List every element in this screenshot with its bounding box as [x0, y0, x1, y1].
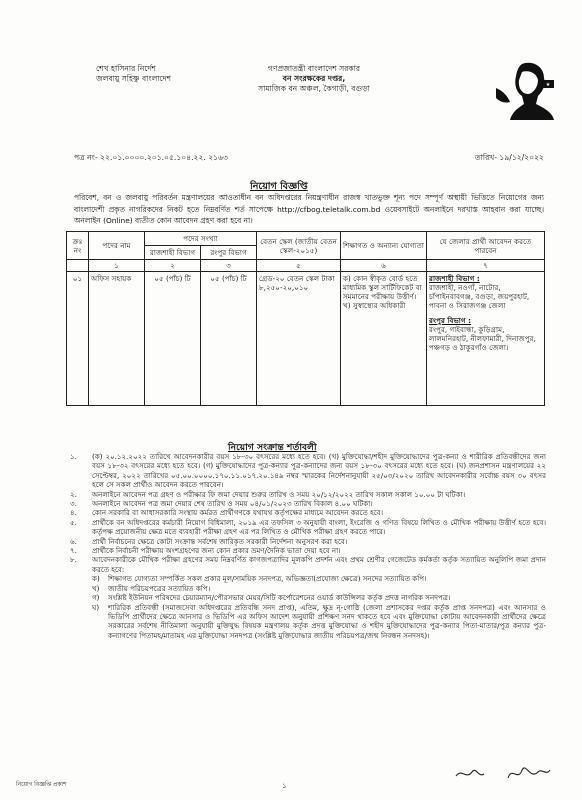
subitem-letter: ক)	[92, 574, 100, 584]
condition-item	[70, 537, 546, 546]
office-name: বন সংরক্ষকের দপ্তর,	[282, 74, 346, 83]
condition-item	[70, 452, 546, 490]
col-number	[67, 260, 89, 272]
subitem-text: জাতীয় পরিচয়পত্রের সত্যায়িত কপি।	[108, 583, 211, 593]
condition-text: প্রার্থী নির্বাচনের ক্ষেত্রে কোটা সংক্রান্ত সর্বশেষ জারিকৃত সরকারী নির্দেশনা অনুসরণ করা হবে।	[92, 536, 348, 546]
table-header-row	[67, 232, 545, 246]
row-qualification	[341, 272, 427, 406]
memo-date: তারিখ- ১৯/১২/২০২২	[475, 153, 544, 162]
condition-number: ৫.	[70, 517, 77, 527]
slogan-block	[96, 64, 216, 84]
slogan-line-2: জলবায়ু সহিষ্ণু বাংলাদেশ	[96, 74, 172, 83]
condition-item	[70, 555, 546, 574]
condition-text: প্রার্থীকে নির্বাচনী পরীক্ষায় অংশগ্রহণের জন্য কোন প্রকার ভ্রমণ/দৈনিক ভাতা দেয়া হবে না।	[92, 546, 341, 556]
header-post-count: পদের সংখ্যা	[145, 232, 257, 246]
rangpur-division-title: রংপুর বিভাগ :	[429, 316, 471, 325]
condition-subitem	[70, 584, 546, 593]
condition-subitem	[70, 603, 546, 641]
condition-text: প্রার্থীকে বন অধিদপ্তরের কর্মচারী নিয়োগ বিধিমালা, ২০১৯ এর তফসিল ৩ অনুযায়ী বাংলা, ইংরেজি ও গণিত বিষয়ে লিখিত ও মৌখিক পরীক্ষায় উত্তীর্ণ হতে হবে। কর্তৃপক্ষ প্রয়োজনীয় ক্ষেত্র মতে ব্যবহারী পরীক্ষা গ্রহণ এর পর লিখিত ও মৌখিক পরীক্ষা গ্রহণ করতে পারে।	[92, 517, 546, 537]
signature-icon	[452, 758, 552, 786]
qualification-a: ক) কোন স্বীকৃত বোর্ড হতে মাধ্যমিক স্কুল সার্টিফিকেট বা সমমানের পরীক্ষায় উত্তীর্ণ।	[343, 274, 422, 301]
subitem-letter: ঘ)	[92, 602, 100, 612]
header-eligible-districts: যে জেলার প্রার্থী আবেদন করতে পারবেন	[427, 232, 545, 260]
rajshahi-division-title: রাজশাহী বিভাগ :	[429, 274, 480, 283]
condition-text: অনলাইনে আবেদন পত্র গ্রহণ ও পরীক্ষার ফি জমা দেয়ার শুরুর তারিখ ও সময় ২০/১২/২০২২ তারিখ সকাল সকাল ১০.০০ টা ঘটিকা।	[92, 489, 466, 499]
memo-number: পত্র নং- ২২.০১.০০০০.২০১.০৫.১০৪.২২. ২১৬৩	[74, 153, 228, 162]
row-post-name: অফিস সহায়ক	[89, 272, 145, 406]
subitem-text: শিক্ষাগত যোগ্যতা সম্পর্কিত সকল প্রকার মূল/সাময়িক সনদপত্র, অভিজ্ঞতা(প্রযোজ্য ক্ষেত্রে) সনদের সত্যায়িত কপি।	[108, 574, 427, 584]
condition-number: ৪.	[70, 508, 77, 518]
footer-note: নিয়োগ বিজ্ঞপ্তি প্রকাশ	[16, 782, 67, 788]
subitem-text: সংশ্লিষ্ট ইউনিয়ন পরিষদের চেয়ারম্যান/পৌরসভার মেয়র/সিটি কর্পোরেশনের ওয়ার্ড কাউন্সিলর কর্তৃক প্রদত্ত নাগরিক সনদপত্র।	[108, 593, 451, 603]
conditions-title: নিয়োগ সংক্রান্ত শর্তাবলী	[228, 442, 317, 453]
header-qualification: শিক্ষাগত ও অন্যান্য যোগ্যতা	[341, 232, 427, 260]
table-row	[67, 272, 545, 406]
vacancy-table	[66, 231, 545, 406]
header-rajshahi-division: রাজশাহী বিভাগ	[145, 246, 201, 260]
row-eligible-districts	[427, 272, 545, 406]
col-number: ৭	[427, 260, 545, 272]
table-column-number-row	[67, 260, 545, 272]
row-rangpur-count: ০৫ (পাঁচ) টি	[201, 272, 257, 406]
condition-number: ৮.	[70, 555, 77, 565]
subitem-letter: খ)	[92, 583, 100, 593]
portrait-logo-icon	[492, 58, 560, 124]
subitem-letter: গ)	[92, 593, 100, 603]
col-number: ১	[89, 260, 145, 272]
notice-intro: পরিবেশ, বন ও জলবায়ু পরিবর্তন মন্ত্রণালয়ের আওতাধীন বন অধিদপ্তরের নিয়ন্ত্রণাধীন রাজস্ব খাতভুক্ত শূন্য পদে সম্পূর্ণ অস্থায়ী ভিত্তিতে নিয়োগের জন্য বাংলাদেশী প্রকৃত নাগরিকদের নিকট হতে নিম্নবর্ণিত শর্ত সাপেক্ষে http://cfbog.teletalk.com.bd ওয়েবসাইটে অনলাইনে দরখাস্ত আহবান করা যাচ্ছে। অনলাইন (Online) ব্যতীত কোন আবেদন গ্রহণ করা হবে না।	[74, 193, 544, 225]
condition-text: কোন সরকারি বা আধাসরকারি সংস্থায় কর্মরত প্রার্থীগণকে যথাযথ কর্তৃপক্ষের মাধ্যমে আবেদন করতে হবে।	[92, 508, 384, 518]
header-pay-scale: বেতন স্কেল (জাতীয় বেতন স্কেল-২০১৫)	[257, 232, 341, 260]
header-post: পদের নাম	[89, 232, 145, 260]
office-division: সামাজিক বন অঞ্চল, কৈগাড়ী, বগুড়া	[258, 84, 370, 93]
condition-item	[70, 518, 546, 537]
col-number: ২	[145, 260, 201, 272]
conditions-list	[70, 452, 546, 640]
col-number: ৬	[341, 260, 427, 272]
header-rangpur-division: রংপুর বিভাগ	[201, 246, 257, 260]
row-serial: ০১	[67, 272, 89, 406]
condition-number: ৬.	[70, 536, 77, 546]
rajshahi-districts: রাজশাহী, নওগাঁ, নাটোর, চাঁপাইনবাবগঞ্জ, বগুড়া, জয়পুরহাট, পাবনা ও সিরাজগঞ্জ জেলা	[429, 283, 530, 310]
page-number: ১	[282, 782, 287, 790]
condition-number: ৩.	[70, 499, 77, 509]
slogan-line-1: শেখ হাসিনার নির্দেশ	[96, 64, 156, 73]
qualification-b: খ) সুস্বাস্থ্যের অধিকারী	[343, 301, 406, 310]
condition-text: অনলাইনে আবেদন পত্র জমা দেয়ার শেষ তারিখ ও সময় ০৪/০১/২০২৩ তারিখ বিকাল ৪.০০ ঘটিকা।	[92, 499, 373, 509]
government-name: গণপ্রজাতন্ত্রী বাংলাদেশ সরকার	[267, 64, 361, 73]
condition-item	[70, 490, 546, 499]
col-number: ৫	[257, 260, 341, 272]
condition-number: ১.	[70, 452, 77, 461]
condition-text: আবেদনকারীকে মৌখিক পরীক্ষা গ্রহণের সময় নিম্নবর্ণিত কাগজপত্রাদির মূলকপি প্রদর্শন এবং প্রথম শ্রেণীর গেজেটেড কর্মকর্তা কর্তৃক সত্যায়িত অনুলিপি জমা প্রদান করতে হবে:	[92, 555, 546, 574]
condition-number: ২.	[70, 489, 77, 499]
condition-item	[70, 546, 546, 555]
office-heading	[214, 64, 414, 94]
condition-number: ৭.	[70, 546, 77, 556]
condition-subitem	[70, 574, 546, 583]
rangpur-districts: রংপুর, গাইবান্ধা, কুড়িগ্রাম, লালমনিরহাট, নীলফামারী, দিনাজপুর, পঞ্চগড় ও ঠাকুরগাঁও জেলা।	[429, 325, 536, 352]
notice-title: নিয়োগ বিজ্ঞপ্তি	[250, 181, 308, 192]
condition-item	[70, 508, 546, 517]
svg-text:★: ★	[545, 82, 551, 88]
col-number: ৩	[201, 260, 257, 272]
row-pay-scale: গ্রেড-২০ বেতন স্কেল টাকা ৮,২৫০-২০,০১০	[257, 272, 341, 406]
row-rajshahi-count: ০৫ (পাঁচ) টি	[145, 272, 201, 406]
condition-item	[70, 499, 546, 508]
condition-subitem	[70, 593, 546, 602]
header-serial: ক্রঃ নং	[67, 232, 89, 260]
subitem-text: শারিরিক প্রতিবন্ধী (সমাজসেবা অধিদপ্তরের প্রতিবন্ধি সনদ প্রাপ্ত), এতিম, ক্ষুদ্র নৃ-গোষ্ঠি (জেলা প্রশাসকের দপ্তর কর্তৃক প্রাপ্ত সনদপত্র) এবং আনসার ও ভিডিপি প্রার্থীদের ক্ষেত্রে আনসার ও ভিডিপি এর অফিস আদেশ অনুযায়ী প্রশিক্ষণ সনদ থাকতে হবে এবং মুক্তিযোদ্ধা কোটায় আবেদনকারী প্রার্থীদের ক্ষেত্রে সরকারের সর্বশেষ নীতিমালা অনুযায়ী মুক্তিযুদ্ধ বিষয়ক মন্ত্রণালয় কর্তৃক প্রদত্ত মুক্তিযোদ্ধা ও শহীদ মুক্তিযোদ্ধাদের পুত্র-কন্যার পিতা-মাতার/পুত্র কন্যার পুত্র-কন্যাগণের পিতামহ/মাতামহ এর মুক্তিযোদ্ধা সনদপত্র (সংশ্লিষ্ট মুক্তিযোদ্ধার জাতীয় পরিচয়পত্র/জন্ম নিবন্ধন সনদসহ)।	[108, 602, 546, 640]
condition-text: (ক) ২০.১২.২০২২ তারিখে আবেদনকারীর বয়স ১৮-৩০ বৎসরের মধ্যে হতে হবে। (খ) মুক্তিযোদ্ধা/শহীদ মুক্তিযোদ্ধাদের পুত্র-কন্যা ও শারীরিক প্রতিবন্ধীদের জন্য বয়স ১৮-৩২ বৎসরের মধ্যে হতে হবে। (গ) মুক্তিযোদ্ধাদের পুত্র-কন্যার পুত্র-কন্যাদের জন্য বয়স ১৮-৩০ বৎসরের মধ্যে হতে হবে। (ঘ) জনপ্রশাসন মন্ত্রণালয়ের ২২ সেপ্টেম্বর, ২০২২ তারিখের ০৫.০০.০০০০.১৭০.১১.০১৭.২০.১৪৯ নম্বর স্মারকের নির্দেশনানুযায়ী ২৫/০৩/২০২০ তারিখ আবেদনকারীর সর্বোচ্চ বয়স ৩০ বৎসর হলে সে সকল প্রার্থীও আবেদন করতে পারবেন।	[92, 452, 546, 490]
